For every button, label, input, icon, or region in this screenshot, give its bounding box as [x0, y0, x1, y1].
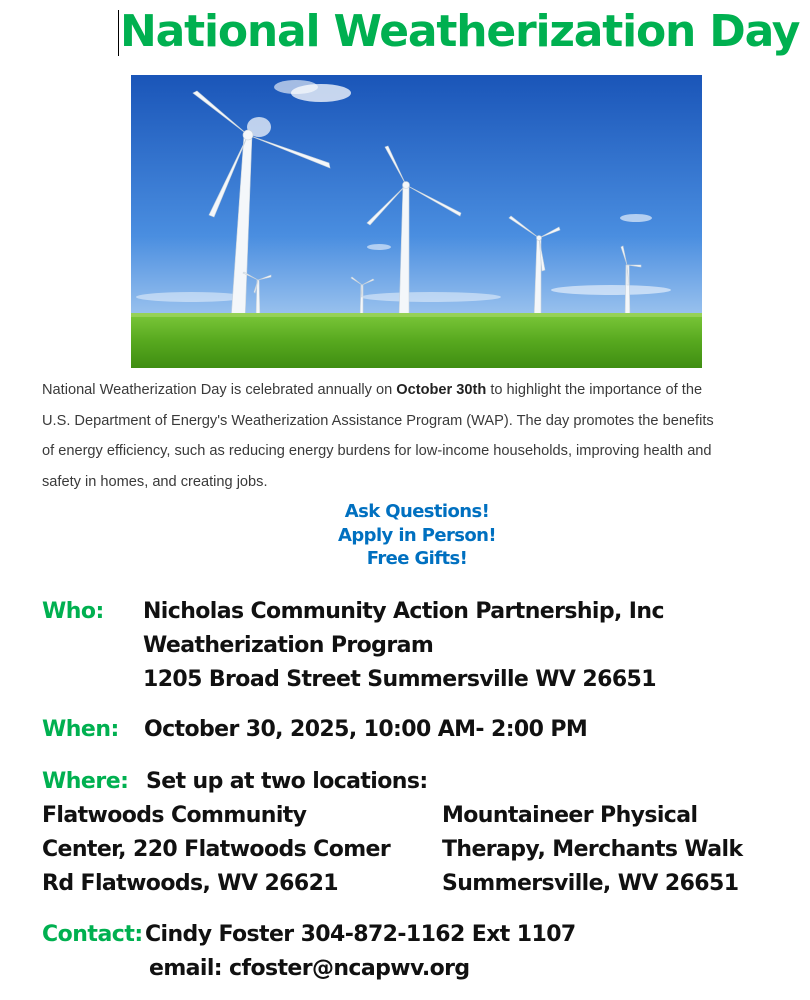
intro-paragraph: [42, 375, 797, 497]
page-title: National Weatherization Day: [120, 6, 800, 57]
where-summary: Set up at two locations:: [146, 769, 428, 794]
intro-line-4: safety in homes, and creating jobs.: [42, 473, 268, 490]
contact-label: Contact:: [42, 922, 143, 947]
organization-name: Nicholas Community Action Partnership, Inc: [143, 599, 664, 624]
text-cursor: [118, 10, 119, 56]
location-summersville: Mountaineer Physical Therapy, Merchants Walk Summersville, WV 26651: [442, 803, 743, 896]
promo-list: [250, 500, 584, 571]
program-name: Weatherization Program: [143, 633, 434, 658]
event-date-time: October 30, 2025, 10:00 AM- 2:00 PM: [144, 717, 588, 742]
promo-line: Ask Questions!: [344, 501, 490, 522]
intro-line-2: U.S. Department of Energy's Weatherization Assistance Program (WAP). The day promotes the benefits: [42, 412, 714, 429]
when-label: When:: [42, 717, 119, 742]
intro-date: October 30th: [396, 382, 487, 398]
who-details: [143, 595, 664, 697]
wind-turbines-image: [131, 75, 702, 368]
where-label: Where:: [42, 769, 129, 794]
intro-line-1: National Weatherization Day is celebrated annually on October 30th to highlight the importance of the: [42, 382, 703, 398]
promo-line: Apply in Person!: [338, 524, 496, 546]
promo-line: Free Gifts!: [366, 548, 468, 569]
contact-phone: Cindy Foster 304-872-1162 Ext 1107: [145, 922, 576, 947]
organization-address: 1205 Broad Street Summersville WV 26651: [143, 667, 656, 692]
location-flatwoods: Flatwoods Community Center, 220 Flatwoods Comer Rd Flatwoods, WV 26621: [42, 803, 391, 896]
contact-email: email: cfoster@ncapwv.org: [149, 956, 470, 981]
who-label: Who:: [42, 599, 104, 624]
intro-line-3: of energy efficiency, such as reducing energy burdens for low-income households, improving health and: [42, 443, 712, 459]
